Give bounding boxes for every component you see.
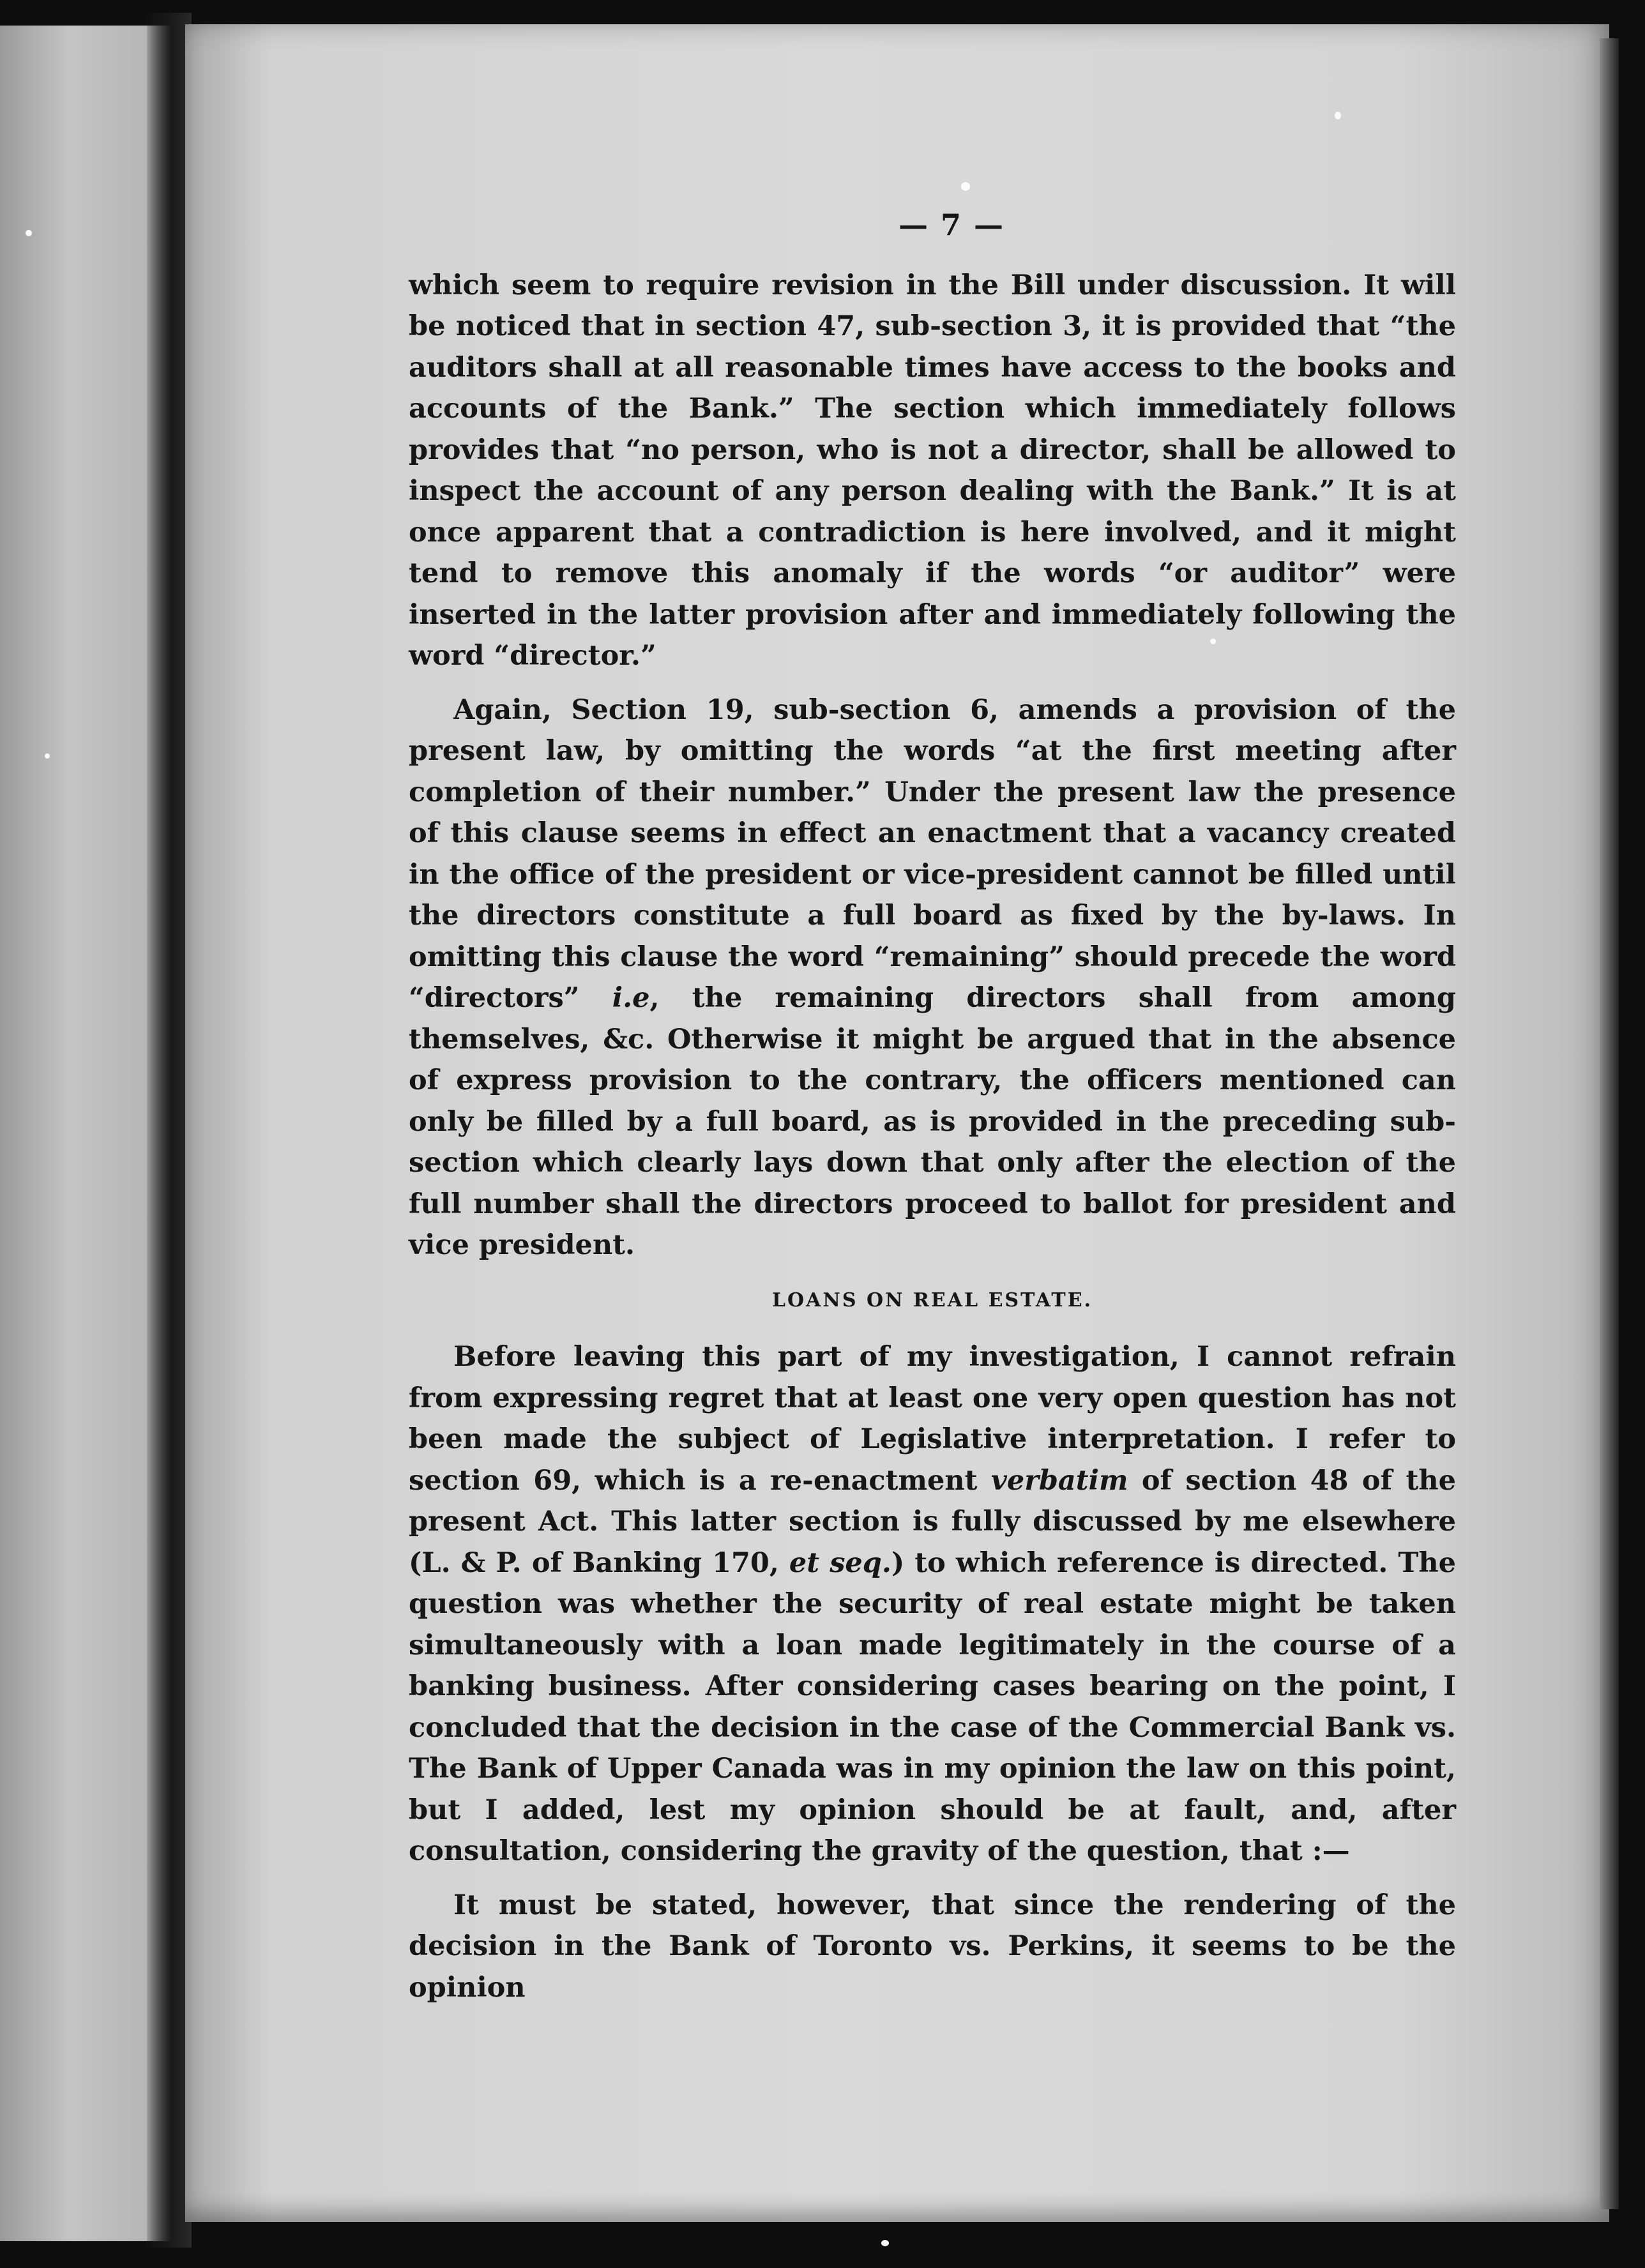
paragraph — [409, 690, 1456, 1266]
scan-speck — [45, 753, 50, 759]
paragraph-text: of section 48 of the present Act. This latter section is fully discussed by me elsewhere (L. & P. of Banking 170, — [409, 1464, 1456, 1579]
scan-speck — [881, 2240, 889, 2246]
scan-speck — [1335, 112, 1341, 119]
italic-term: verbatim — [990, 1464, 1128, 1497]
paragraph: It must be stated, however, that since the rendering of the decision in the Bank of Toronto vs. Perkins, it seems to be the opinion — [409, 1889, 1456, 2004]
paragraph-text: Before leaving this part of my investigation, I cannot refrain from expressing regret that at least one very open question has not been made the subject of Legislative interpretation. I refer to section 69, which is a re-enactment — [409, 1341, 1456, 1497]
paragraph — [409, 1336, 1456, 1872]
paragraph-text: Again, Section 19, sub-section 6, amends a provision of the present law, by omitting the words “at the first meeting after completion of their number.” Under the present law the presence of this clause seems in effect an enactment that a vacancy created in the office of the president or vice-president cannot be filled until the directors constitute a full board as fixed by the by-laws. In omitting this clause the word “remaining” should precede the word “directors” — [409, 693, 1456, 1014]
paragraph-text: , the remaining directors shall from among themselves, &c. Otherwise it might be argued that in the absence of express provision to the contrary, the officers mentioned can only be filled by a full board, as is provided in the preceding sub-section which clearly lays down that only after the election of the full number shall the directors proceed to ballot for president and vice president. — [409, 982, 1456, 1261]
italic-abbreviation: i.e — [612, 982, 650, 1014]
paragraph: which seem to require revision in the Bill under discussion. It will be noticed that in section 47, sub-section 3, it is provided that “the auditors shall at all reasonable times have access to the books and accounts of the Bank.” The section which immediately follows provides that “no person, who is not a director, shall be allowed to inspect the account of any person dealing with the Bank.” It is at once apparent that a contradiction is here involved, and it might tend to remove this anomaly if the words “or auditor” were inserted in the latter provision after and immediately following the word “director.” — [409, 269, 1456, 672]
paragraph-text: ) to which reference is directed. The question was whether the security of real estate might be taken simultaneously with a loan made legitimately in the course of a banking business. After considering cases bearing on the point, I concluded that the decision in the case of the Commercial Bank vs. The Bank of Upper Canada was in my opinion the law on this point, but I added, lest my opinion should be at fault, and, after consultation, considering the gravity of the question, that :— — [409, 1546, 1457, 1867]
italic-citation: et seq. — [789, 1546, 891, 1579]
page-number: — 7 — — [898, 208, 1005, 242]
page-text — [409, 204, 1456, 2008]
scan-speck — [961, 182, 970, 191]
page-edge-shadow — [1600, 38, 1619, 2209]
section-heading: LOANS ON REAL ESTATE. — [771, 1289, 1093, 1312]
scan-speck — [26, 230, 32, 236]
